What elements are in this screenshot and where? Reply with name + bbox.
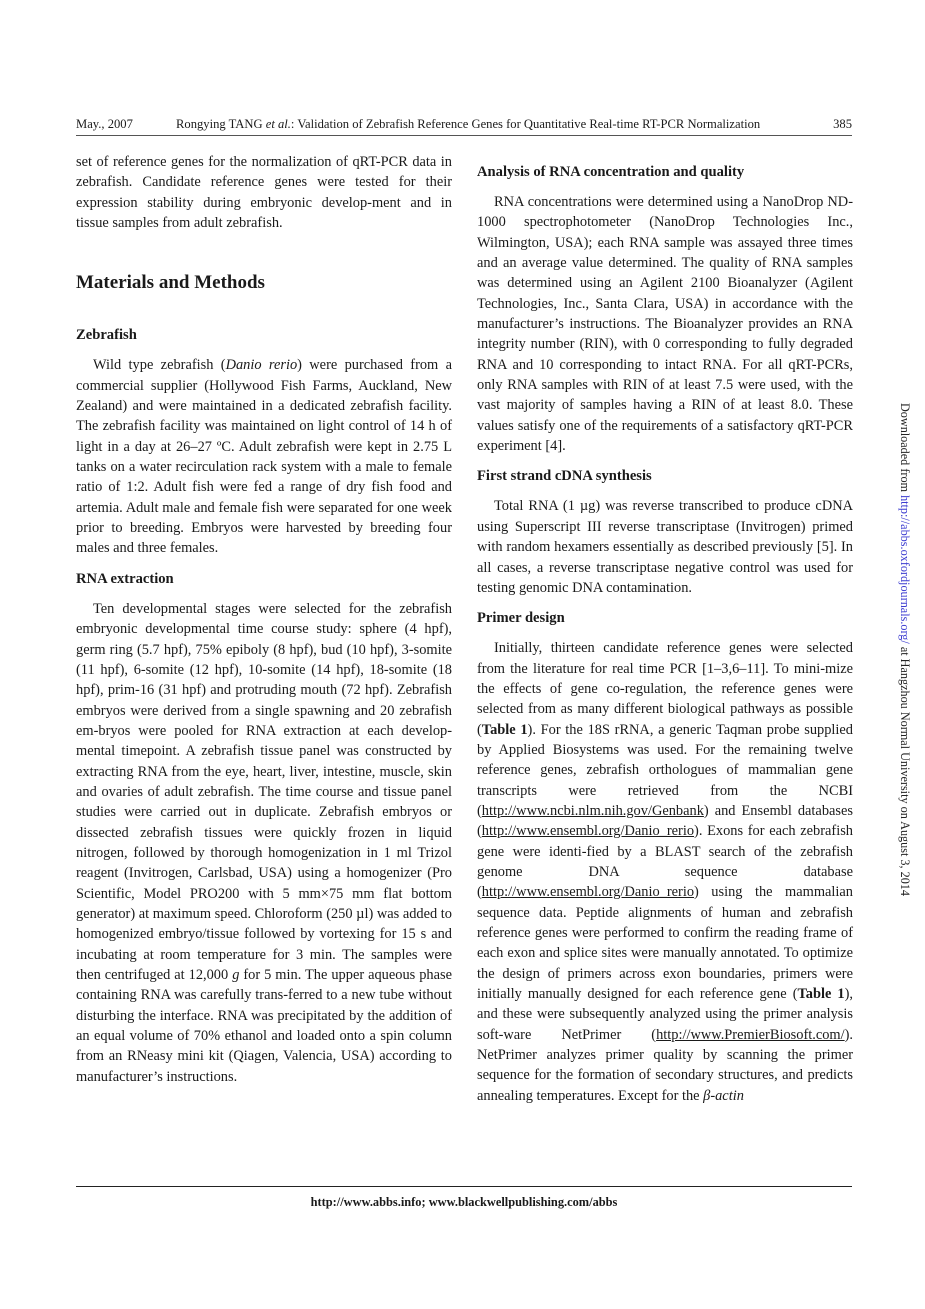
running-title	[176, 117, 760, 132]
issue-date: May., 2007	[76, 117, 133, 131]
text: Initially, thirteen candidate reference genes were selected from the literature for real time PCR [1–3,6–11]. To mini-mize the effects of gene co-regulation, the reference genes were selected from as many different biological pathways as possible (	[477, 640, 853, 738]
text: Downloaded from	[898, 403, 912, 496]
premierbiosoft-link[interactable]: http://www.PremierBiosoft.com/	[656, 1026, 845, 1043]
text: ). NetPrimer analyzes primer quality by scanning the primer sequence for the formation of secondary structures, and predicts annealing temperatures. Except for the	[477, 1026, 853, 1104]
intro-paragraph: set of reference genes for the normalization of qRT-PCR data in zebrafish. Candidate reference genes were tested for their expression stability during embryonic develop-ment and in tissue samples from adult zebrafish.	[76, 154, 452, 232]
rna-extraction-paragraph	[76, 599, 452, 1087]
footer-urls: http://www.abbs.info; www.blackwellpublishing.com/abbs	[310, 1195, 618, 1209]
text: at Hangzhou Normal University on August 3, 2014	[898, 643, 912, 896]
right-column	[477, 162, 853, 1106]
gene-name-beta-actin: β-actin	[703, 1087, 744, 1104]
text: ), and these were subsequently analyzed using the primer analysis soft-ware NetPrimer (	[477, 986, 853, 1043]
subheading-zebrafish: Zebrafish	[76, 327, 137, 344]
et-al: et al.	[265, 117, 291, 131]
table-1-reference-2[interactable]: Table 1	[797, 986, 845, 1003]
species-name: Danio rerio	[225, 357, 298, 374]
text: Wild type zebrafish (	[93, 357, 226, 374]
watermark-text	[897, 403, 913, 909]
subheading-cdna-synthesis: First strand cDNA synthesis	[477, 468, 652, 485]
footer-divider	[76, 1186, 852, 1187]
ensembl-link[interactable]: http://www.ensembl.org/Danio_rerio	[481, 823, 695, 840]
text: ) and Ensembl databases (	[477, 802, 853, 840]
table-1-reference[interactable]: Table 1	[481, 721, 528, 738]
text: ) were purchased from a commercial supplier (Hollywood Fish Farms, Auckland, New Zealand) and were maintained in a dedicated zebrafish facility. The zebrafish facility was maintained on light control of 14 h of light in a day at 26–27 ºC. Adult zebrafish were kept in 2.75 L tanks on a water recirculation rack system with a male to female ratio of 1:2. Adult fish were fed a range of dry fish food and artemia. Adult male and female fish were separated for one week prior to breeding. Embryos were harvested by breeding four males and three females.	[76, 357, 452, 557]
g-force-unit: g	[232, 967, 240, 983]
text: ). For the 18S rRNA, a generic Taqman probe supplied by Applied Biosystems was used. For the remaining twelve reference genes, zebrafish orthologues of mammalian gene transcripts were retrieved from the NCBI (	[477, 721, 853, 819]
cdna-paragraph: Total RNA (1 µg) was reverse transcribed to produce cDNA using Superscript III reverse transcriptase (Invitrogen) primed with random hexamers essentially as described previously [5]. In all cases, a reverse transcriptase negative control was used for testing genomic DNA contamination.	[477, 498, 853, 596]
text: ) using the mammalian sequence data. Peptide alignments of human and zebrafish reference genes were performed to confirm the reading frame of each exon and splice sites were manually annotated. To optimize the design of primers across exon boundaries, primers were initially manually designed for each reference gene (	[477, 884, 853, 1003]
zebrafish-paragraph	[76, 355, 452, 558]
subheading-rna-extraction: RNA extraction	[76, 570, 174, 587]
oxford-journals-link[interactable]: http://abbs.oxfordjournals.org/	[898, 495, 912, 644]
ensembl-link-2[interactable]: http://www.ensembl.org/Danio_rerio	[481, 884, 695, 901]
article-title: : Validation of Zebrafish Reference Genes for Quantitative Real-time RT-PCR Normalization	[290, 117, 761, 131]
subheading-primer-design: Primer design	[477, 610, 565, 627]
author-name: Rongying TANG	[176, 117, 263, 131]
primer-design-paragraph	[477, 638, 853, 1106]
text: for 5 min. The upper aqueous phase containing RNA was carefully trans-ferred to a new tube without disturbing the interface. RNA was precipitated by the addition of an equal volume of 70% ethanol and loaded onto a spin column from an RNeasy mini kit (Qiagen, Valencia, USA) according to manufacturer’s instructions.	[76, 967, 452, 1085]
running-header	[76, 117, 852, 136]
section-heading-materials-methods: Materials and Methods	[76, 272, 265, 294]
page-number: 385	[833, 117, 852, 131]
rna-quality-paragraph: RNA concentrations were determined using a NanoDrop ND-1000 spectrophotometer (NanoDrop Technologies Inc., Wilmington, USA); each RNA sample was assayed three times and an average value determined. The quality of RNA samples was determined using an Agilent 2100 Bioanalyzer (Agilent Technologies, Inc., Santa Clara, USA) in accordance with the manufacturer’s instructions. The Bioanalyzer provides an RNA integrity number (RIN), with 0 corresponding to fully degraded RNA and 10 corresponding to intact RNA. For all qRT-PCRs, only RNA samples with RIN of at least 7.5 were used, with the vast majority of samples having a RIN of at least 8.0. These values satisfy one of the requirements of a satisfactory qRT-PCR experiment [4].	[477, 194, 853, 455]
text: ). Exons for each zebrafish gene were identi-fied by a BLAST search of the zebrafish genome DNA sequence database (	[477, 823, 853, 901]
download-watermark	[897, 403, 913, 909]
text: Ten developmental stages were selected for the zebrafish embryonic developmental time course study: sphere (4 hpf), germ ring (5.7 hpf), 75% epiboly (8 hpf), bud (10 hpf), 3-somite (11 hpf), 6-somite (12 hpf), 10-somite (14 hpf), 18-somite (18 hpf), prim-16 (31 hpf) and protruding mouth (72 hpf). Zebrafish embryos were derived from a single spawning and 20 zebrafish em-bryos were pooled for RNA extraction at each develop-mental timepoint. A zebrafish tissue panel was constructed by extracting RNA from the eye, heart, liver, intestine, muscle, skin and ovaries of adult zebrafish. The time course and tissue panel studies were carried out in duplicate. Zebrafish embryos or dissected zebrafish tissues were quickly frozen in liquid nitrogen, followed by thorough homogenization in 1 ml Trizol reagent (Invitrogen, Carlsbad, USA) using a homogenizer (Pro Scientific, Model PRO200 with 5 mm×75 mm flat bottom generator) at maximum speed. Chloroform (250 µl) was added to homogenized embryo/tissue followed by vortexing for 15 s and incubating at room temperature for 3 min. The samples were then centrifuged at 12,000	[76, 600, 452, 983]
ncbi-link[interactable]: http://www.ncbi.nlm.nih.gov/Genbank	[481, 802, 704, 819]
subheading-rna-quality: Analysis of RNA concentration and quality	[477, 164, 745, 180]
left-column	[76, 152, 452, 1087]
